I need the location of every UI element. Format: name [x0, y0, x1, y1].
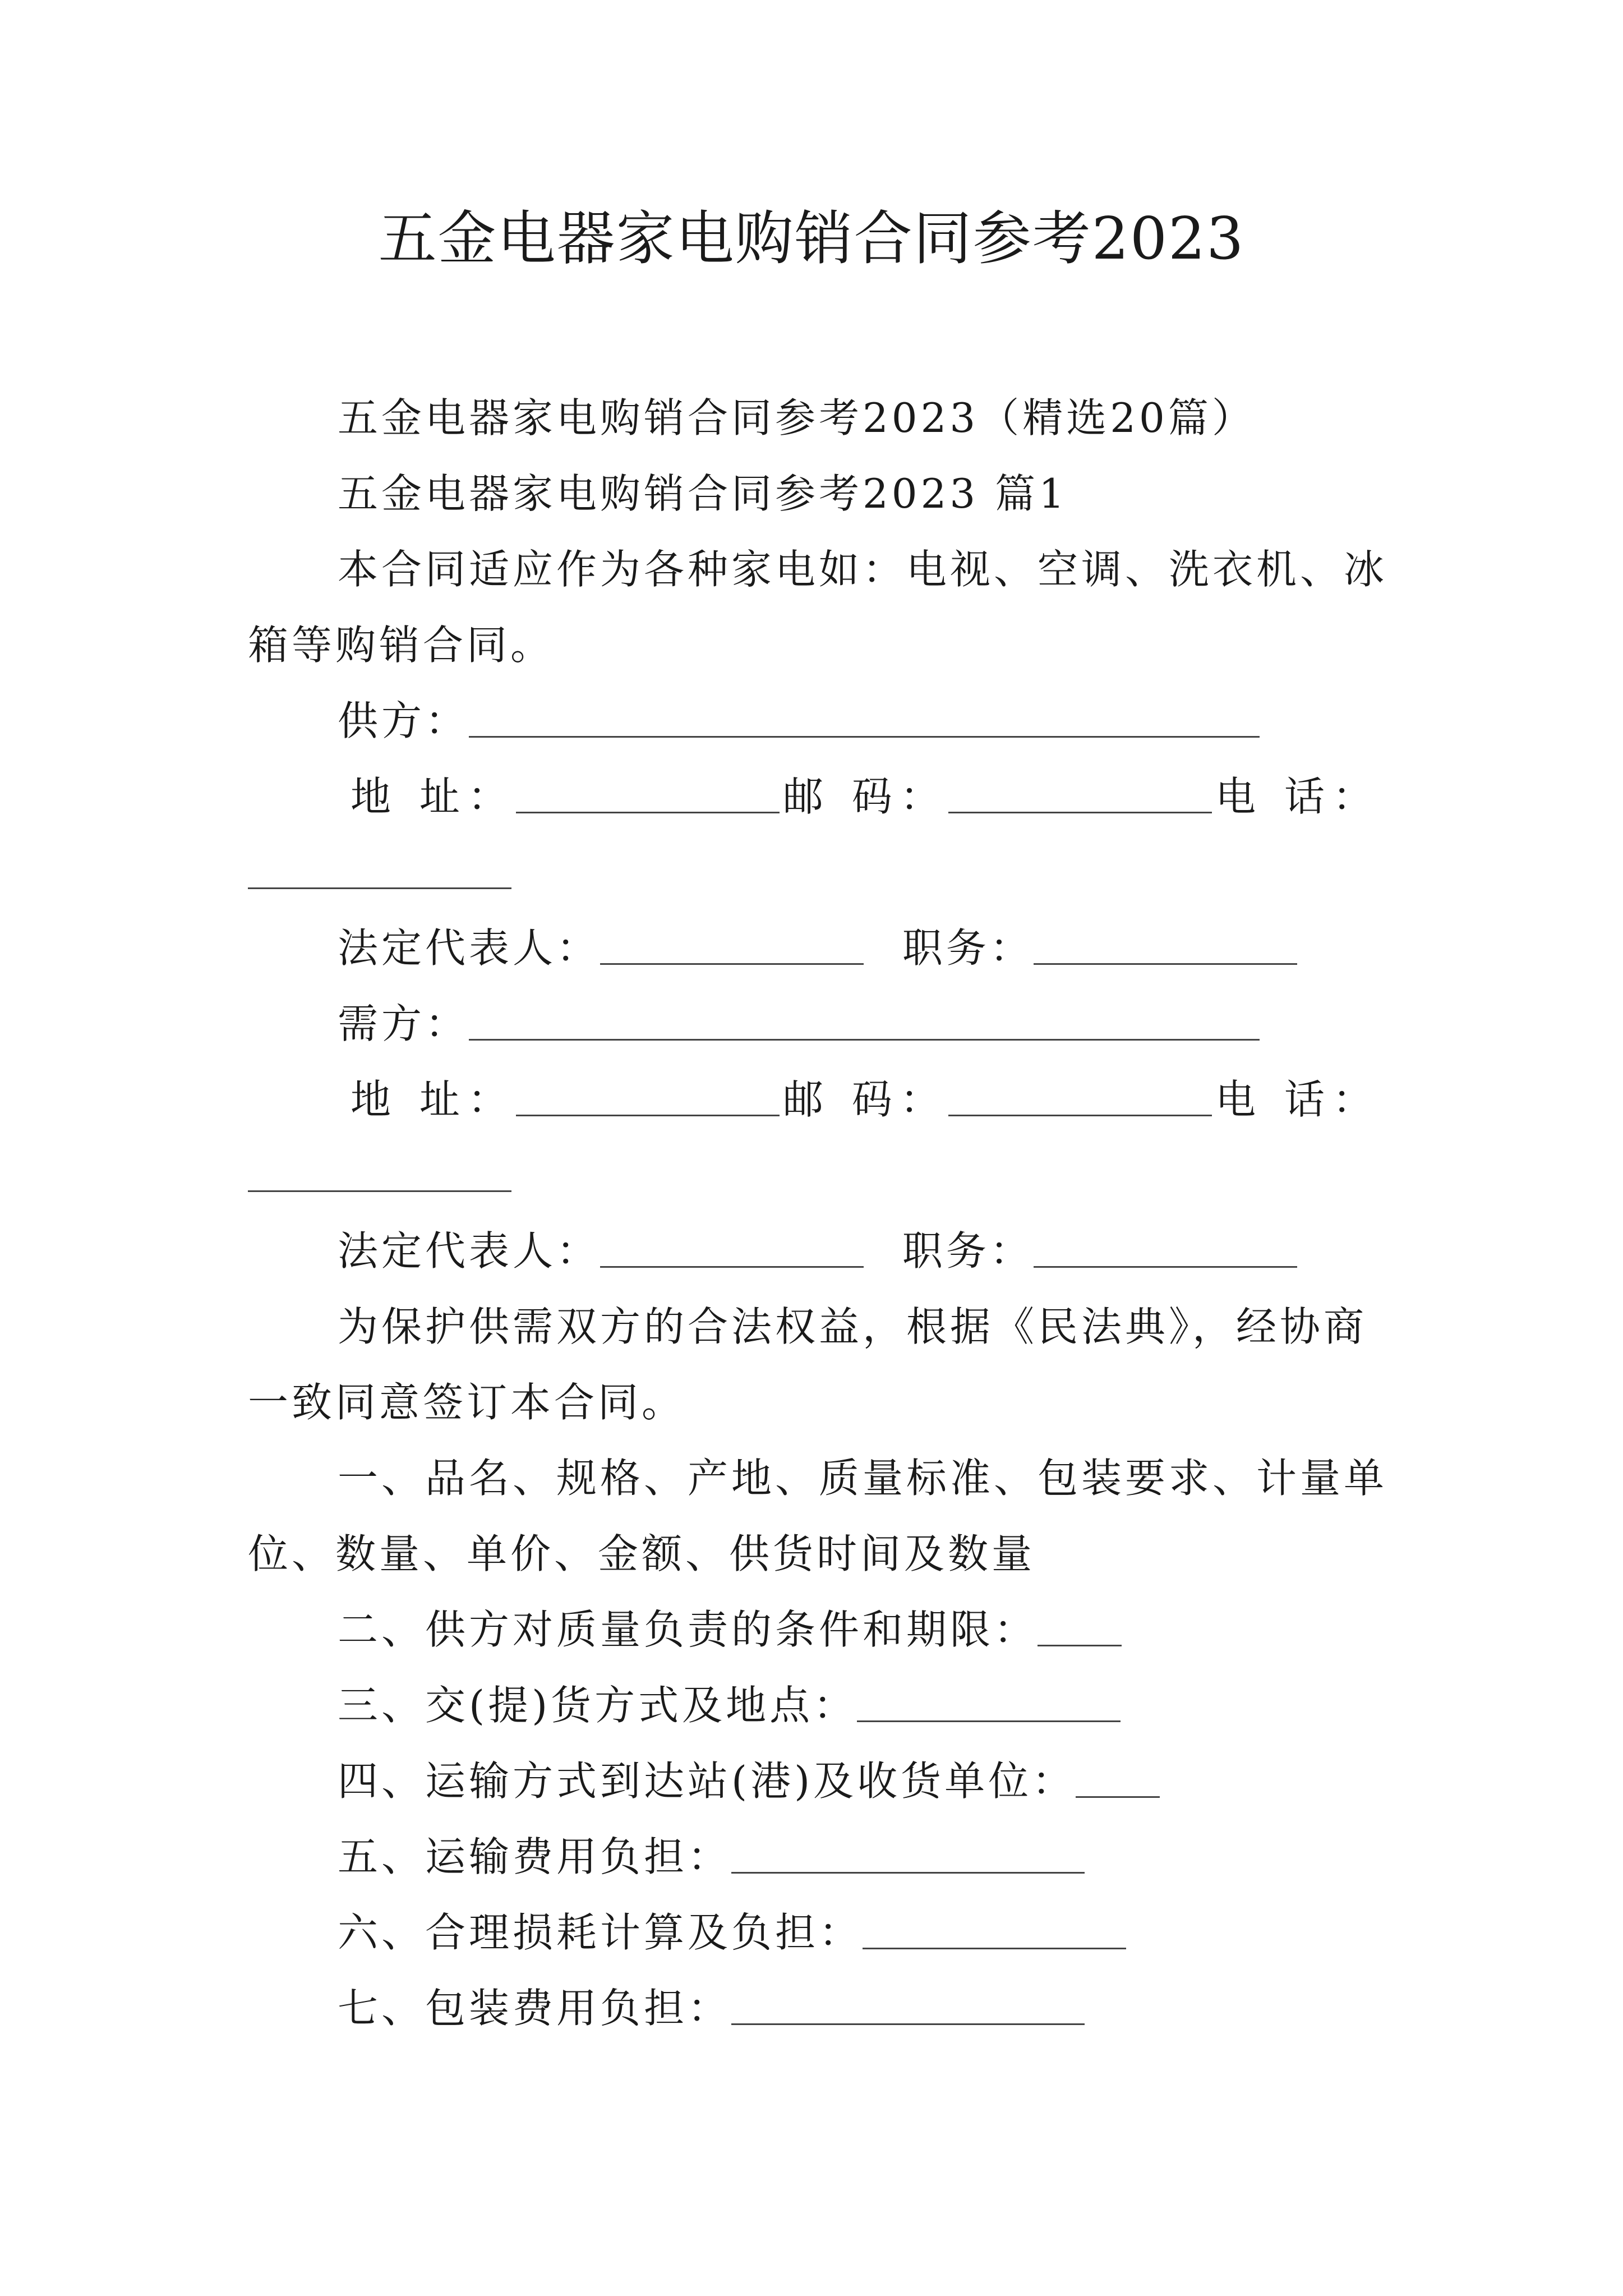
clause-4-label: 四、运输方式到达站(港)及收货单位： [338, 1757, 1076, 1805]
subtitle: 五金电器家电购销合同参考2023（精选20篇） [338, 394, 1256, 441]
supplier-rep-row [338, 920, 1470, 976]
clause-1-line-2: 位、数量、单价、金额、供货时间及数量 [248, 1530, 1036, 1577]
clause-7-blank[interactable] [731, 1984, 1085, 2025]
clause-3-row [338, 1677, 1470, 1733]
supplier-phone-blank[interactable] [248, 848, 511, 889]
buyer-rep-label: 法定代表人： [338, 1227, 601, 1274]
supplier-rep-blank[interactable] [600, 924, 864, 965]
supplier-phone-label: 电 话： [1215, 773, 1381, 820]
clause-6-label: 六、合理损耗计算及负担： [338, 1909, 863, 1956]
intro-line-1: 本合同适应作为各种家电如：电视、空调、洗衣机、冰 [338, 546, 1388, 593]
clause-6-blank[interactable] [863, 1908, 1126, 1949]
clause-5-blank[interactable] [731, 1833, 1085, 1874]
clause-7-row [338, 1980, 1470, 2036]
supplier-address-label: 地 址： [351, 773, 516, 820]
supplier-blank[interactable] [469, 697, 1260, 738]
supplier-address-blank[interactable] [516, 772, 780, 813]
supplier-label: 供方： [338, 697, 469, 744]
clause-5-label: 五、运输费用负担： [338, 1833, 732, 1880]
buyer-phone-row [248, 1147, 1381, 1203]
supplier-position-label: 职务： [902, 924, 1034, 972]
document-title: 五金电器家电购销合同参考2023 [378, 204, 1245, 273]
supplier-address-row [351, 769, 1381, 825]
buyer-label: 需方： [338, 1000, 469, 1047]
buyer-phone-blank[interactable] [248, 1151, 511, 1192]
clause-3-blank[interactable] [857, 1681, 1121, 1722]
clause-2-blank[interactable] [1038, 1605, 1122, 1646]
buyer-position-blank[interactable] [1034, 1227, 1297, 1268]
clause-2-label: 二、供方对质量负责的条件和期限： [338, 1606, 1038, 1653]
buyer-rep-row [338, 1223, 1470, 1279]
clause-7-label: 七、包装费用负担： [338, 1985, 732, 2032]
supplier-phone-row [248, 844, 1381, 900]
supplier-row [338, 693, 1470, 749]
clause-3-label: 三、交(提)货方式及地点： [338, 1682, 857, 1729]
buyer-row [338, 996, 1470, 1052]
buyer-address-blank[interactable] [516, 1075, 780, 1116]
intro-line-2: 箱等购销合同。 [248, 622, 555, 669]
buyer-blank[interactable] [469, 1000, 1260, 1041]
buyer-address-label: 地 址： [351, 1076, 516, 1123]
clause-2-row [338, 1602, 1470, 1658]
clause-6-row [338, 1904, 1470, 1961]
buyer-postcode-label: 邮 码： [783, 1076, 948, 1123]
supplier-postcode-label: 邮 码： [783, 773, 948, 820]
buyer-position-label: 职务： [902, 1227, 1034, 1274]
clause-5-row [338, 1829, 1470, 1885]
supplier-postcode-blank[interactable] [948, 772, 1212, 813]
supplier-position-blank[interactable] [1034, 924, 1297, 965]
buyer-postcode-blank[interactable] [948, 1075, 1212, 1116]
supplier-rep-label: 法定代表人： [338, 924, 601, 972]
clause-4-blank[interactable] [1076, 1757, 1160, 1798]
buyer-address-row [351, 1071, 1381, 1128]
clause-4-row [338, 1753, 1470, 1809]
purpose-line-1: 为保护供需双方的合法权益，根据《民法典》，经协商 [338, 1303, 1368, 1350]
buyer-rep-blank[interactable] [600, 1227, 864, 1268]
section-heading: 五金电器家电购销合同参考2023 篇1 [338, 470, 1068, 517]
clause-1-line-1: 一、品名、规格、产地、质量标准、包装要求、计量单 [338, 1455, 1388, 1502]
purpose-line-2: 一致同意签订本合同。 [248, 1379, 686, 1426]
buyer-phone-label: 电 话： [1215, 1076, 1381, 1123]
